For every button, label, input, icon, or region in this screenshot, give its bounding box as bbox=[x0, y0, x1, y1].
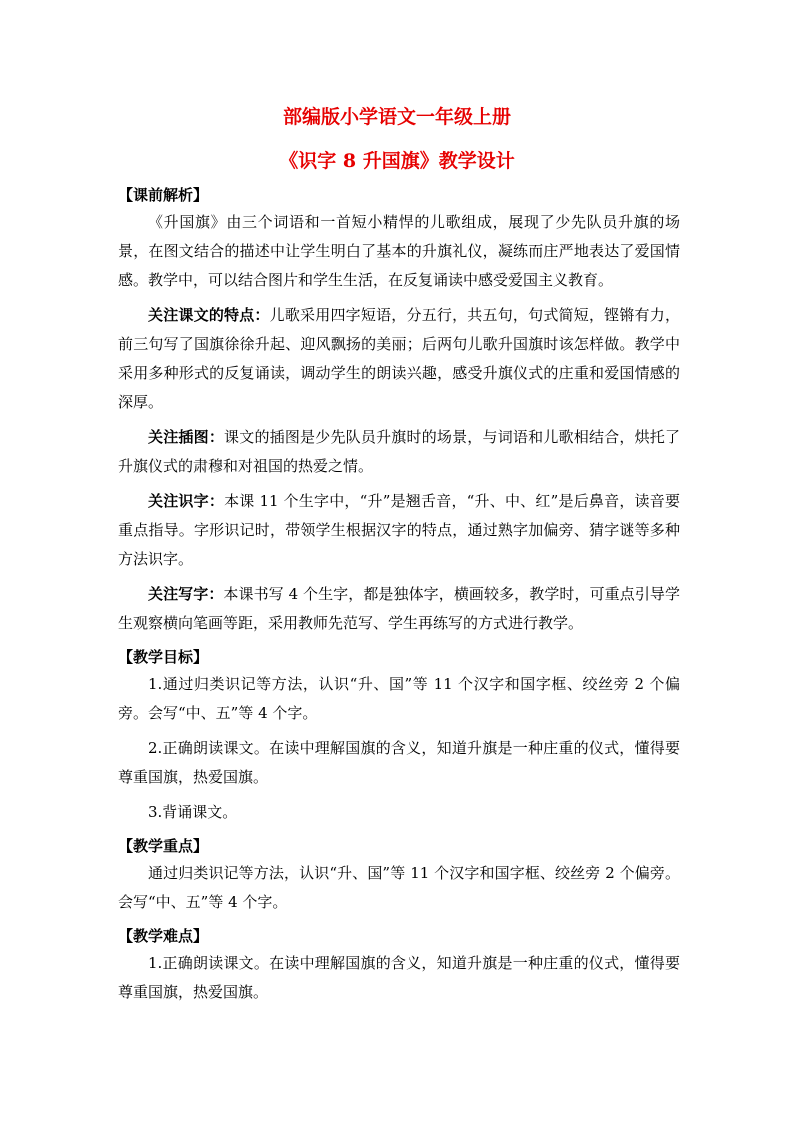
objective-item: 2.正确朗读课文。在读中理解国旗的含义，知道升旗是一种庄重的仪式，懂得要尊重国旗，热爱国旗。 bbox=[118, 739, 680, 786]
document-body bbox=[118, 182, 680, 1013]
document-title-lesson: 《识字 8 升国旗》教学设计 bbox=[279, 150, 515, 172]
key-points-paragraph: 通过归类识记等方法，认识“升、国”等 11 个汉字和国字框、绞丝旁 2 个偏旁。会写“中、五”等 4 个字。 bbox=[118, 864, 680, 911]
document-title-series: 部编版小学语文一年级上册 bbox=[282, 106, 511, 128]
text-features-lead: 关注课文的特点： bbox=[148, 306, 270, 324]
section-heading-difficulties: 【教学难点】 bbox=[118, 927, 209, 945]
literacy-paragraph bbox=[118, 487, 680, 574]
difficulty-item: 1.正确朗读课文。在读中理解国旗的含义，知道升旗是一种庄重的仪式，懂得要尊重国旗，热爱国旗。 bbox=[118, 954, 680, 1001]
section-heading-key-points: 【教学重点】 bbox=[118, 837, 209, 855]
text-features-paragraph bbox=[118, 301, 680, 417]
illustration-body: 课文的插图是少先队员升旗时的场景，与词语和儿歌相结合，烘托了升旗仪式的肃穆和对祖国的热爱之情。 bbox=[118, 428, 680, 475]
illustration-lead: 关注插图： bbox=[148, 428, 225, 446]
section-heading-analysis: 【课前解析】 bbox=[118, 186, 209, 204]
objective-item: 1.通过归类识记等方法，认识“升、国”等 11 个汉字和国字框、绞丝旁 2 个偏旁。会写“中、五”等 4 个字。 bbox=[118, 675, 680, 722]
section-heading-objectives: 【教学目标】 bbox=[118, 648, 209, 666]
literacy-body: 本课 11 个生字中，“升”是翘舌音，“升、中、红”是后鼻音，读音要重点指导。字形识记时，带领学生根据汉字的特点，通过熟字加偏旁、猜字谜等多种方法识字。 bbox=[118, 492, 680, 568]
analysis-intro-paragraph: 《升国旗》由三个词语和一首短小精悍的儿歌组成，展现了少先队员升旗的场景，在图文结合的描述中让学生明白了基本的升旗礼仪，凝练而庄严地表达了爱国情感。教学中，可以结合图片和学生生活，在反复诵读中感受爱国主义教育。 bbox=[118, 213, 680, 289]
literacy-lead: 关注识字： bbox=[148, 492, 225, 510]
writing-body: 本课书写 4 个生字，都是独体字，横画较多，教学时，可重点引导学生观察横向笔画等距，采用教师先范写、学生再练写的方式进行教学。 bbox=[118, 585, 680, 632]
writing-paragraph bbox=[118, 580, 680, 638]
objective-item: 3.背诵课文。 bbox=[148, 803, 238, 821]
writing-lead: 关注写字： bbox=[148, 585, 224, 603]
illustration-paragraph bbox=[118, 423, 680, 481]
text-features-body: 儿歌采用四字短语，分五行，共五句，句式简短，铿锵有力，前三句写了国旗徐徐升起、迎风飘扬的美丽；后两句儿歌升国旗时该怎样做。教学中采用多种形式的反复诵读，调动学生的朗读兴趣，感受升旗仪式的庄重和爱国情感的深厚。 bbox=[118, 306, 680, 411]
